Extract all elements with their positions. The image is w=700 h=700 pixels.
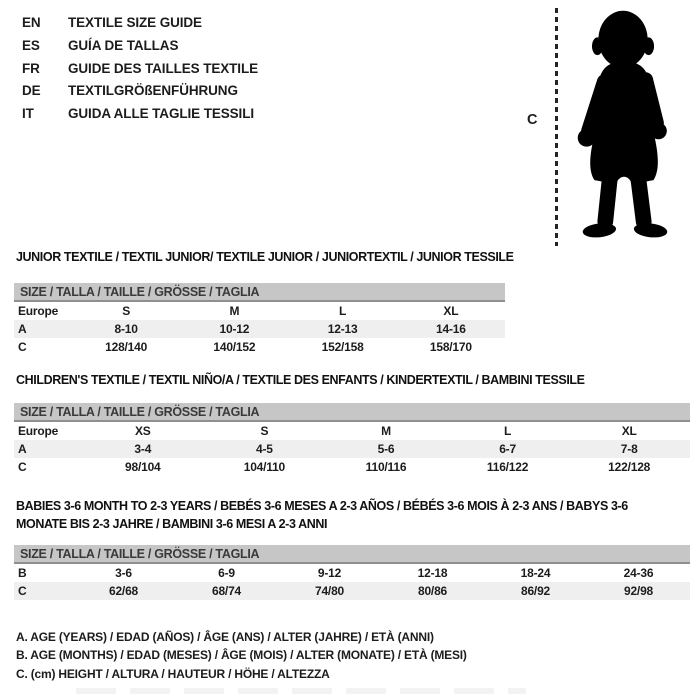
babies-table xyxy=(14,564,690,600)
row-label: C xyxy=(18,340,27,354)
footnotes xyxy=(16,628,467,683)
height-cell: 110/116 xyxy=(365,460,407,474)
row-label: Europe xyxy=(18,424,59,438)
language-code: DE xyxy=(22,83,41,99)
junior-size-header: SIZE / TALLA / TAILLE / GRÖSSE / TAGLIA xyxy=(14,283,505,302)
height-cell: 158/170 xyxy=(429,340,472,354)
size-cell: M xyxy=(229,304,240,318)
age-cell: 6-9 xyxy=(218,566,235,580)
size-cell: XL xyxy=(443,304,459,318)
age-cell: 5-6 xyxy=(377,442,395,456)
table-row-height xyxy=(14,582,690,600)
height-cell: 104/110 xyxy=(243,460,286,474)
table-row-europe xyxy=(14,302,505,320)
age-cell: 18-24 xyxy=(520,566,551,580)
age-cell: 7-8 xyxy=(620,442,638,456)
height-cell: 98/104 xyxy=(125,460,161,474)
language-row-fr xyxy=(22,58,258,81)
age-cell: 24-36 xyxy=(623,566,654,580)
toddler-silhouette-icon xyxy=(560,6,688,244)
footnote-age-months: B. AGE (MONTHS) / EDAD (MESES) / ÂGE (MOIS) / ALTER (MONATE) / ETÀ (MESI) xyxy=(16,648,467,663)
junior-table-title: JUNIOR TEXTILE / TEXTIL JUNIOR/ TEXTILE JUNIOR / JUNIORTEXTIL / JUNIOR TESSILE xyxy=(16,250,514,264)
row-label: Europe xyxy=(18,304,59,318)
language-row-en xyxy=(22,12,258,35)
size-cell: S xyxy=(260,424,269,438)
babies-table-title: BABIES 3-6 MONTH TO 2-3 YEARS / BEBÉS 3-6 MESES A 2-3 AÑOS / BÉBÉS 3-6 MOIS À 2-3 ANS / BABYS 3-6 MONATE BIS 2-3 JAHRE / BAMBINI 3-6 MESI A 2-3 ANNI xyxy=(16,499,628,531)
cutoff-text-artifact xyxy=(76,688,526,694)
table-row-height xyxy=(14,458,690,476)
age-cell: 3-4 xyxy=(134,442,152,456)
age-cell: 3-6 xyxy=(115,566,132,580)
children-table xyxy=(14,422,690,476)
size-cell: XS xyxy=(134,424,151,438)
babies-size-header: SIZE / TALLA / TAILLE / GRÖSSE / TAGLIA xyxy=(14,545,690,564)
height-cell: 140/152 xyxy=(213,340,256,354)
size-cell: L xyxy=(504,424,512,438)
age-cell: 12-18 xyxy=(417,566,448,580)
size-cell: M xyxy=(381,424,391,438)
guide-title-es: GUÍA DE TALLAS xyxy=(68,37,179,53)
height-measure-label: C xyxy=(527,112,538,128)
row-label: A xyxy=(18,322,27,336)
age-cell: 6-7 xyxy=(499,442,516,456)
age-cell: 8-10 xyxy=(114,322,138,336)
height-cell: 122/128 xyxy=(608,460,651,474)
row-label: A xyxy=(18,442,27,456)
language-code: EN xyxy=(22,15,41,30)
height-cell: 62/68 xyxy=(108,584,139,598)
height-cell: 116/122 xyxy=(486,460,529,474)
height-cell: 92/98 xyxy=(623,584,654,598)
height-cell: 86/92 xyxy=(520,584,551,598)
guide-title-fr: GUIDE DES TAILLES TEXTILE xyxy=(68,60,259,76)
table-row-height xyxy=(14,338,505,356)
language-row-es xyxy=(22,35,258,58)
height-cell: 68/74 xyxy=(211,584,242,598)
language-code: FR xyxy=(22,60,40,76)
height-cell: 74/80 xyxy=(314,584,345,598)
guide-title-it: GUIDA ALLE TAGLIE TESSILI xyxy=(68,106,254,122)
footnote-height: C. (cm) HEIGHT / ALTURA / HAUTEUR / HÖHE / ALTEZZA xyxy=(16,666,330,681)
table-row-europe xyxy=(14,422,690,440)
guide-title-en: TEXTILE SIZE GUIDE xyxy=(68,15,202,30)
children-table-title: CHILDREN'S TEXTILE / TEXTIL NIÑO/A / TEXTILE DES ENFANTS / KINDERTEXTIL / BAMBINI TESSILE xyxy=(16,373,585,387)
table-row-age-years xyxy=(14,440,690,458)
height-cell: 152/158 xyxy=(321,340,364,354)
language-code: ES xyxy=(22,37,40,53)
row-label: C xyxy=(18,460,27,474)
age-cell: 10-12 xyxy=(219,322,250,336)
language-row-it xyxy=(22,103,258,126)
table-row-age-months xyxy=(14,564,690,582)
age-cell: 14-16 xyxy=(436,322,466,336)
footnote-age-years: A. AGE (YEARS) / EDAD (AÑOS) / ÂGE (ANS) / ALTER (JAHRE) / ETÀ (ANNI) xyxy=(16,630,434,644)
language-title-list xyxy=(22,12,258,126)
language-code: IT xyxy=(22,106,34,122)
row-label: B xyxy=(18,566,27,580)
age-cell: 4-5 xyxy=(256,442,273,456)
age-cell: 9-12 xyxy=(317,566,342,580)
size-cell: S xyxy=(122,304,131,318)
children-size-header: SIZE / TALLA / TAILLE / GRÖSSE / TAGLIA xyxy=(14,403,690,422)
height-cell: 80/86 xyxy=(417,584,448,598)
row-label: C xyxy=(18,584,27,598)
size-cell: XL xyxy=(621,424,637,438)
size-cell: L xyxy=(339,304,347,318)
age-cell: 12-13 xyxy=(327,322,358,336)
height-cell: 128/140 xyxy=(105,340,148,354)
language-row-de xyxy=(22,80,258,103)
guide-title-de: TEXTILGRÖßENFÜHRUNG xyxy=(68,83,238,99)
height-measure-dashed-line xyxy=(555,8,558,246)
table-row-age-years xyxy=(14,320,505,338)
junior-table xyxy=(14,302,505,356)
